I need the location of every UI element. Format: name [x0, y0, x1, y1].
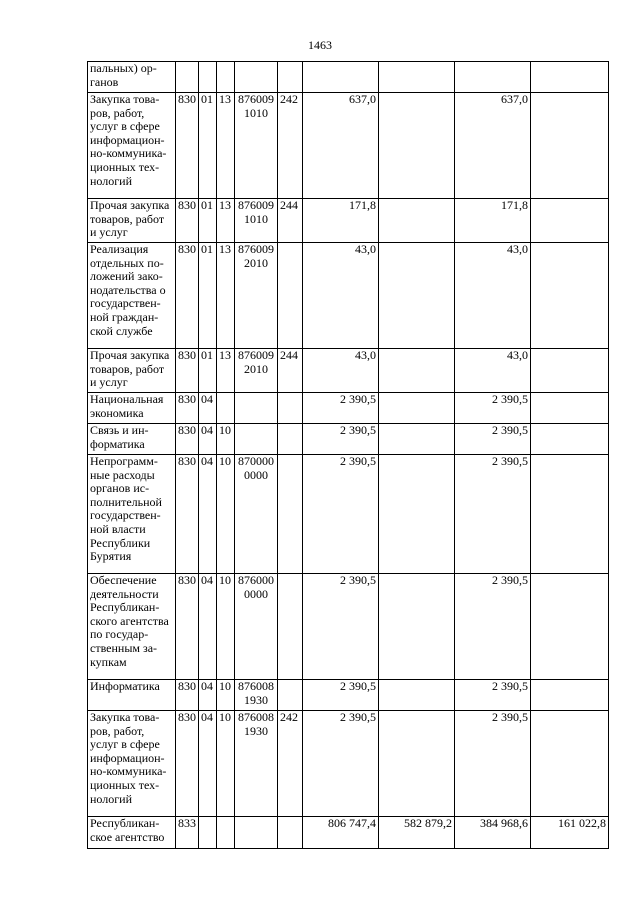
row-sum-3: 2 390,5: [455, 711, 531, 817]
row-subsection-code: 10: [217, 680, 235, 711]
row-ved-code: 830: [176, 711, 199, 817]
row-sum-2: [379, 574, 455, 680]
table-row: [88, 393, 609, 424]
row-ved-code: 830: [176, 424, 199, 455]
row-sum-4: [531, 62, 609, 93]
row-sum-4: [531, 393, 609, 424]
row-sum-2: [379, 424, 455, 455]
row-section-code: 01: [199, 349, 217, 393]
row-sum-3: 43,0: [455, 243, 531, 349]
row-target-article: 876008 1930: [235, 680, 278, 711]
row-expense-type: [278, 62, 303, 93]
row-sum-2: [379, 680, 455, 711]
table-row: [88, 93, 609, 199]
row-sum-total: 43,0: [303, 349, 379, 393]
row-section-code: 01: [199, 199, 217, 243]
row-sum-3: 2 390,5: [455, 574, 531, 680]
row-sum-3: 171,8: [455, 199, 531, 243]
row-expense-type: [278, 680, 303, 711]
row-name: Закупка това- ров, работ, услуг в сфере информацион- но-коммуника- ционных тех- нологий: [88, 711, 176, 817]
row-expense-type: [278, 243, 303, 349]
row-sum-2: [379, 455, 455, 574]
row-name: Непрограмм- ные расходы органов ис- полнительной государствен- ной власти Республики Бурятия: [88, 455, 176, 574]
table-body: [88, 62, 609, 849]
row-subsection-code: 13: [217, 93, 235, 199]
row-section-code: 04: [199, 574, 217, 680]
row-expense-type: 242: [278, 93, 303, 199]
row-name: Информатика: [88, 680, 176, 711]
row-sum-4: [531, 455, 609, 574]
row-sum-4: 161 022,8: [531, 817, 609, 849]
row-target-article: 876009 2010: [235, 243, 278, 349]
row-sum-3: 637,0: [455, 93, 531, 199]
table-row: [88, 574, 609, 680]
row-sum-3: 384 968,6: [455, 817, 531, 849]
table-row: [88, 817, 609, 849]
row-subsection-code: [217, 393, 235, 424]
row-sum-2: [379, 243, 455, 349]
row-ved-code: 833: [176, 817, 199, 849]
table-row: [88, 199, 609, 243]
row-target-article: [235, 817, 278, 849]
row-sum-2: [379, 62, 455, 93]
table-row: [88, 680, 609, 711]
row-sum-total: 2 390,5: [303, 455, 379, 574]
row-sum-total: 171,8: [303, 199, 379, 243]
row-sum-2: [379, 393, 455, 424]
row-subsection-code: 13: [217, 349, 235, 393]
row-ved-code: 830: [176, 574, 199, 680]
row-subsection-code: 10: [217, 455, 235, 574]
row-sum-2: [379, 349, 455, 393]
table-row: [88, 62, 609, 93]
row-sum-4: [531, 424, 609, 455]
row-sum-2: [379, 711, 455, 817]
row-sum-total: 43,0: [303, 243, 379, 349]
row-sum-total: 2 390,5: [303, 574, 379, 680]
row-name: Закупка това- ров, работ, услуг в сфере информацион- но-коммуника- ционных тех- нологий: [88, 93, 176, 199]
row-expense-type: [278, 424, 303, 455]
row-subsection-code: [217, 62, 235, 93]
row-expense-type: 242: [278, 711, 303, 817]
row-target-article: [235, 62, 278, 93]
row-ved-code: [176, 62, 199, 93]
row-sum-3: 2 390,5: [455, 680, 531, 711]
row-ved-code: 830: [176, 393, 199, 424]
row-section-code: 04: [199, 711, 217, 817]
row-sum-total: 2 390,5: [303, 711, 379, 817]
row-sum-4: [531, 199, 609, 243]
row-section-code: 04: [199, 680, 217, 711]
row-sum-total: 2 390,5: [303, 680, 379, 711]
row-subsection-code: 10: [217, 711, 235, 817]
row-name: Реализация отдельных по- ложений зако- нодательства о государствен- ной граждан- ской службе: [88, 243, 176, 349]
row-subsection-code: 13: [217, 199, 235, 243]
row-name: Национальная экономика: [88, 393, 176, 424]
row-expense-type: [278, 817, 303, 849]
row-sum-total: 2 390,5: [303, 393, 379, 424]
row-expense-type: 244: [278, 199, 303, 243]
row-subsection-code: [217, 817, 235, 849]
row-section-code: [199, 62, 217, 93]
row-target-article: 870000 0000: [235, 455, 278, 574]
row-sum-2: 582 879,2: [379, 817, 455, 849]
row-name: Прочая закупка товаров, работ и услуг: [88, 349, 176, 393]
row-target-article: 876009 1010: [235, 199, 278, 243]
row-target-article: 876008 1930: [235, 711, 278, 817]
row-sum-4: [531, 93, 609, 199]
row-sum-total: [303, 62, 379, 93]
row-sum-total: 806 747,4: [303, 817, 379, 849]
row-ved-code: 830: [176, 93, 199, 199]
row-ved-code: 830: [176, 243, 199, 349]
row-sum-total: 637,0: [303, 93, 379, 199]
row-expense-type: [278, 574, 303, 680]
row-name: Связь и ин- форматика: [88, 424, 176, 455]
row-ved-code: 830: [176, 349, 199, 393]
row-sum-4: [531, 574, 609, 680]
row-ved-code: 830: [176, 680, 199, 711]
row-section-code: 04: [199, 393, 217, 424]
row-name: Обеспечение деятельности Республикан- ского агентства по государ- ственным за- купкам: [88, 574, 176, 680]
row-sum-4: [531, 680, 609, 711]
row-section-code: [199, 817, 217, 849]
page-number: 1463: [308, 38, 332, 52]
row-sum-4: [531, 243, 609, 349]
row-ved-code: 830: [176, 199, 199, 243]
row-sum-3: 2 390,5: [455, 455, 531, 574]
row-subsection-code: 10: [217, 424, 235, 455]
row-ved-code: 830: [176, 455, 199, 574]
row-sum-3: 43,0: [455, 349, 531, 393]
row-sum-2: [379, 93, 455, 199]
row-sum-3: 2 390,5: [455, 424, 531, 455]
row-sum-3: [455, 62, 531, 93]
row-sum-4: [531, 349, 609, 393]
row-target-article: [235, 424, 278, 455]
row-target-article: 876009 1010: [235, 93, 278, 199]
row-name: Республикан- ское агентство: [88, 817, 176, 849]
row-section-code: 01: [199, 93, 217, 199]
table-row: [88, 424, 609, 455]
row-sum-total: 2 390,5: [303, 424, 379, 455]
row-subsection-code: 10: [217, 574, 235, 680]
table-row: [88, 455, 609, 574]
row-section-code: 04: [199, 424, 217, 455]
row-target-article: [235, 393, 278, 424]
row-name: пальных) ор- ганов: [88, 62, 176, 93]
row-expense-type: 244: [278, 349, 303, 393]
table-row: [88, 711, 609, 817]
row-sum-3: 2 390,5: [455, 393, 531, 424]
budget-table: [87, 61, 609, 849]
row-section-code: 01: [199, 243, 217, 349]
row-name: Прочая закупка товаров, работ и услуг: [88, 199, 176, 243]
row-expense-type: [278, 393, 303, 424]
table-row: [88, 349, 609, 393]
row-target-article: 876000 0000: [235, 574, 278, 680]
table-row: [88, 243, 609, 349]
row-expense-type: [278, 455, 303, 574]
row-sum-2: [379, 199, 455, 243]
row-subsection-code: 13: [217, 243, 235, 349]
row-target-article: 876009 2010: [235, 349, 278, 393]
row-sum-4: [531, 711, 609, 817]
row-section-code: 04: [199, 455, 217, 574]
